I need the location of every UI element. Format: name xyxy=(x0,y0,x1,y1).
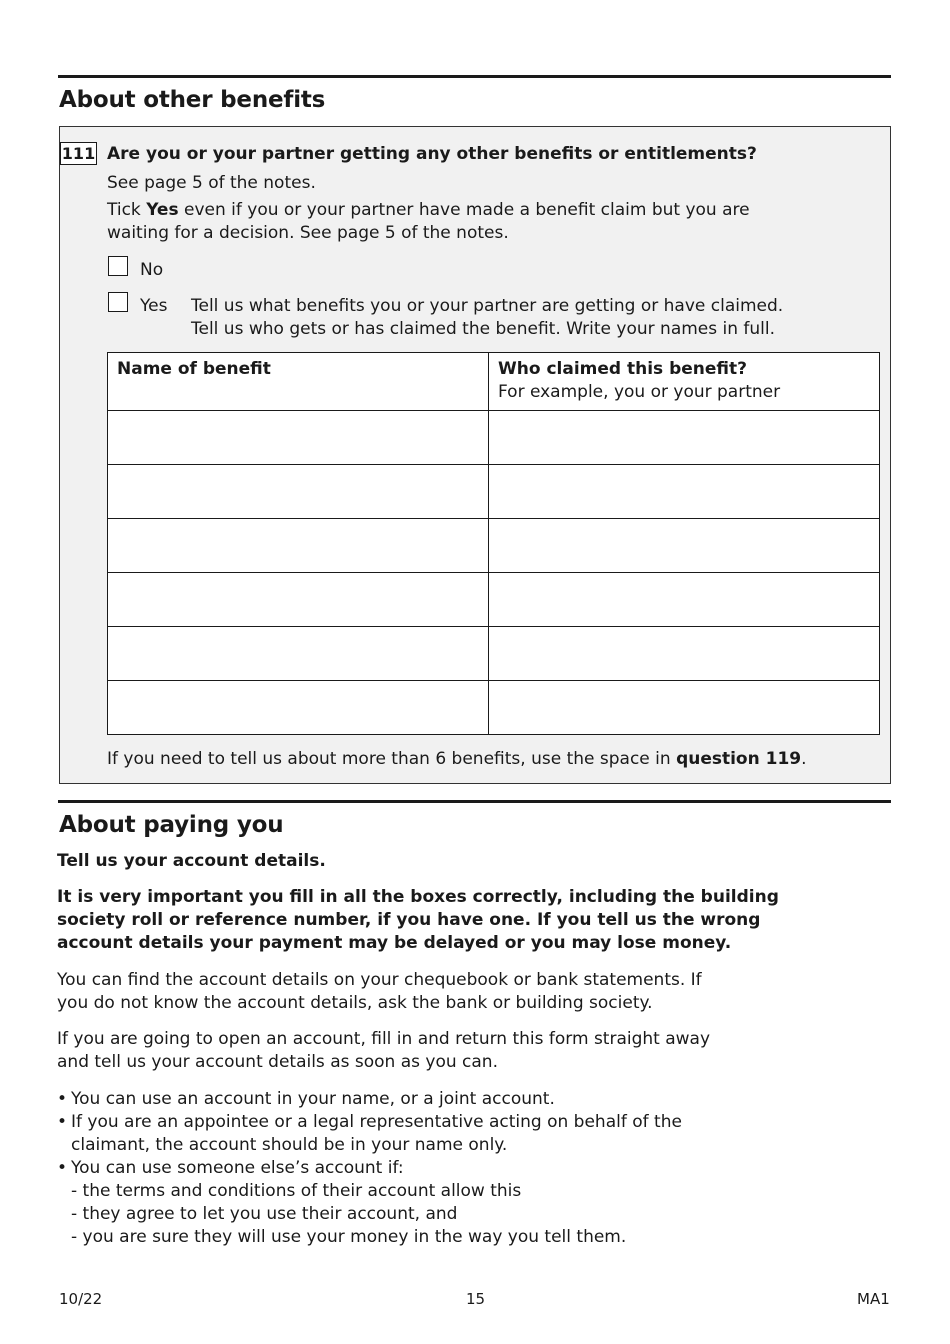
para2-line2: and tell us your account details as soon as you can. xyxy=(57,1052,498,1072)
more-suffix: . xyxy=(801,749,807,769)
no-label: No xyxy=(140,260,164,280)
no-checkbox[interactable] xyxy=(108,256,128,276)
warning-line3: account details your payment may be delayed or you may lose money. xyxy=(57,933,732,953)
tick-yes-instruction xyxy=(107,199,750,245)
tick-prefix: Tick xyxy=(107,200,147,220)
table-row xyxy=(108,681,880,735)
yes-instruction-line1: Tell us what benefits you or your partner are getting or have claimed. xyxy=(191,296,784,316)
yes-checkbox[interactable] xyxy=(108,292,128,312)
benefit-name-input[interactable] xyxy=(108,465,488,518)
benefit-name-cell xyxy=(108,627,489,681)
list-item xyxy=(57,1111,682,1157)
col2-header-text: Who claimed this benefit? xyxy=(498,359,747,379)
footer-form-code: MA1 xyxy=(857,1290,890,1308)
top-rule xyxy=(58,75,891,78)
important-warning xyxy=(57,886,779,955)
benefit-name-input[interactable] xyxy=(108,681,488,734)
section2-rule xyxy=(58,800,891,803)
table-row xyxy=(108,573,880,627)
question-number: 111 xyxy=(61,144,96,163)
see-notes-text: See page 5 of the notes. xyxy=(107,173,316,193)
para2-line1: If you are going to open an account, fill in and return this form straight away xyxy=(57,1029,711,1049)
benefit-name-cell xyxy=(108,519,489,573)
benefits-table xyxy=(107,352,880,735)
list-item xyxy=(57,1157,682,1249)
claimant-input[interactable] xyxy=(489,681,879,734)
section-heading-paying-you: About paying you xyxy=(59,812,284,838)
yes-instruction xyxy=(191,295,783,341)
table-row xyxy=(108,411,880,465)
question-119-ref: question 119 xyxy=(676,749,802,769)
more-prefix: If you need to tell us about more than 6 benefits, use the space in xyxy=(107,749,677,769)
footer-date-code: 10/22 xyxy=(59,1290,103,1308)
table-row xyxy=(108,465,880,519)
claimant-input[interactable] xyxy=(489,465,879,518)
col1-header-text: Name of benefit xyxy=(117,359,271,379)
sub-list-item: - you are sure they will use your money in the way you tell them. xyxy=(71,1227,627,1247)
table-row xyxy=(108,519,880,573)
account-details-intro: Tell us your account details. xyxy=(57,851,326,871)
claimant-input[interactable] xyxy=(489,519,879,572)
benefit-name-cell xyxy=(108,411,489,465)
claimant-cell xyxy=(489,465,880,519)
find-details-paragraph xyxy=(57,969,702,1015)
claimant-input[interactable] xyxy=(489,627,879,680)
benefit-name-input[interactable] xyxy=(108,519,488,572)
benefit-name-input[interactable] xyxy=(108,573,488,626)
table-header-row xyxy=(108,353,880,411)
claimant-input[interactable] xyxy=(489,573,879,626)
claimant-cell xyxy=(489,519,880,573)
tick-rest: even if you or your partner have made a benefit claim but you are xyxy=(178,200,750,220)
benefit-name-cell xyxy=(108,573,489,627)
para1-line2: you do not know the account details, ask the bank or building society. xyxy=(57,993,653,1013)
header-who-claimed xyxy=(489,353,880,411)
benefit-name-input[interactable] xyxy=(108,411,488,464)
section-heading-other-benefits: About other benefits xyxy=(59,87,326,113)
yes-label: Yes xyxy=(140,296,168,316)
benefit-name-cell xyxy=(108,681,489,735)
table-row xyxy=(108,627,880,681)
more-benefits-note xyxy=(107,748,807,771)
bullet2-line1: If you are an appointee or a legal representative acting on behalf of the xyxy=(71,1112,682,1132)
tick-line2: waiting for a decision. See page 5 of the notes. xyxy=(107,223,509,243)
bullet1-text: You can use an account in your name, or a joint account. xyxy=(71,1089,555,1109)
header-name-of-benefit xyxy=(108,353,489,411)
benefit-name-cell xyxy=(108,465,489,519)
sub-list-item: - the terms and conditions of their account allow this xyxy=(71,1181,522,1201)
open-account-paragraph xyxy=(57,1028,710,1074)
question-title: Are you or your partner getting any other benefits or entitlements? xyxy=(107,144,757,164)
claimant-cell xyxy=(489,573,880,627)
bullet2-line2: claimant, the account should be in your name only. xyxy=(71,1135,508,1155)
para1-line1: You can find the account details on your chequebook or bank statements. If xyxy=(57,970,702,990)
warning-line1: It is very important you fill in all the boxes correctly, including the building xyxy=(57,887,779,907)
account-rules-list xyxy=(57,1088,682,1249)
benefit-name-input[interactable] xyxy=(108,627,488,680)
claimant-cell xyxy=(489,411,880,465)
footer-page-number: 15 xyxy=(466,1290,486,1308)
claimant-cell xyxy=(489,627,880,681)
claimant-input[interactable] xyxy=(489,411,879,464)
tick-yes-bold: Yes xyxy=(146,200,179,220)
bullet3-text: You can use someone else’s account if: xyxy=(71,1158,404,1178)
yes-instruction-line2: Tell us who gets or has claimed the benefit. Write your names in full. xyxy=(191,319,776,339)
warning-line2: society roll or reference number, if you have one. If you tell us the wrong xyxy=(57,910,761,930)
list-item xyxy=(57,1088,682,1111)
claimant-cell xyxy=(489,681,880,735)
sub-list-item: - they agree to let you use their account, and xyxy=(71,1204,458,1224)
col2-subheader-text: For example, you or your partner xyxy=(498,382,781,402)
conditions-sublist xyxy=(71,1180,682,1249)
